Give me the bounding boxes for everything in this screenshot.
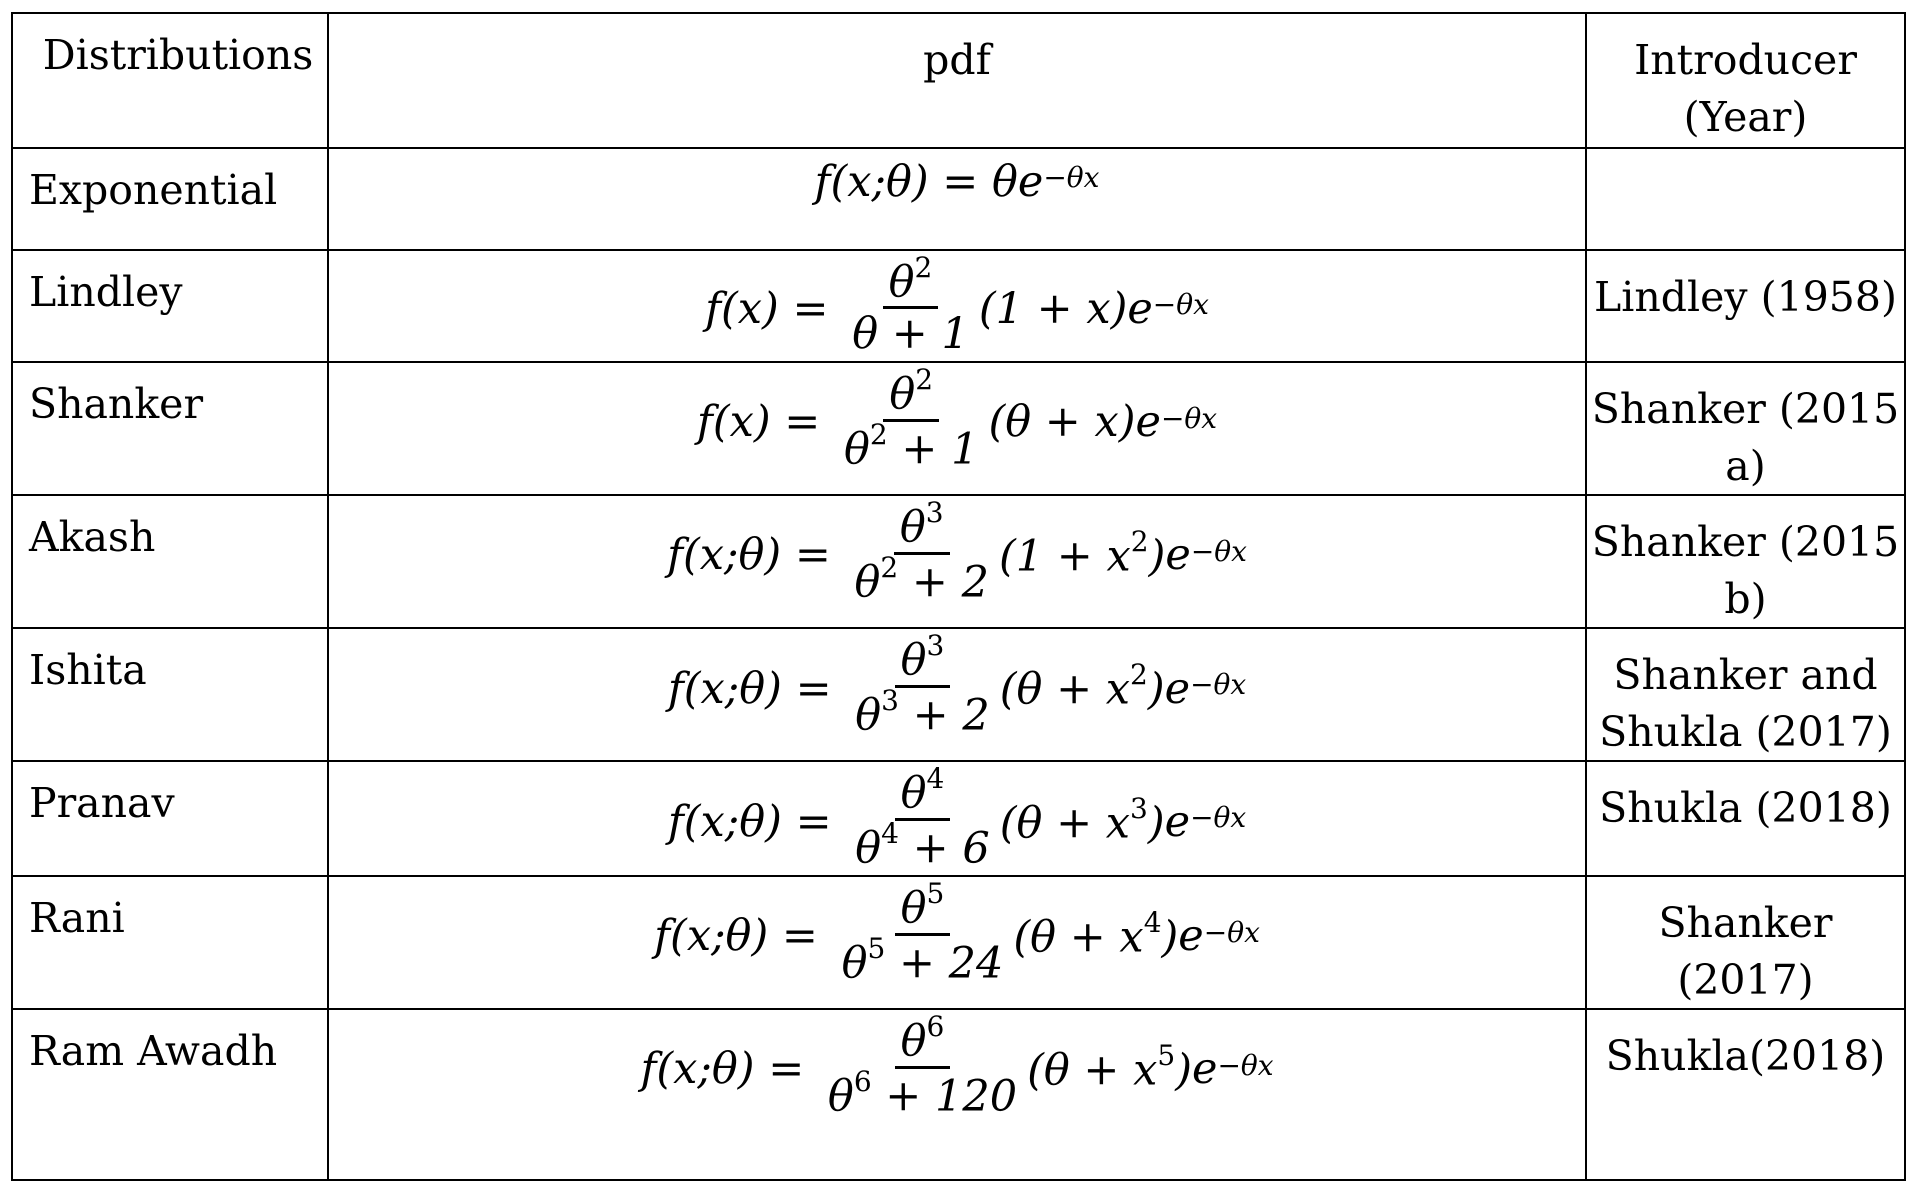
- distribution-name: Lindley: [12, 250, 328, 362]
- distribution-name: Rani: [12, 876, 328, 1009]
- pdf-formula-cell: [328, 362, 1586, 495]
- pdf-formula-cell: [328, 876, 1586, 1009]
- distribution-name: Pranav: [12, 761, 328, 876]
- distribution-name: Ishita: [12, 628, 328, 761]
- formula-denominator: θ + 1: [852, 309, 969, 360]
- formula-fraction: [849, 762, 995, 875]
- formula-lhs: f(x;θ): [667, 530, 782, 581]
- formula-factor: (1 + x): [978, 283, 1128, 334]
- formula-fraction: [838, 363, 984, 476]
- header-distributions: Distributions: [12, 13, 328, 148]
- pdf-formula-cell: [328, 628, 1586, 761]
- pdf-formula: f(x;θ) = θ e $^{-\theta x}$: [814, 156, 1100, 207]
- distribution-name: Akash: [12, 495, 328, 628]
- pdf-formula-cell: [328, 1009, 1586, 1180]
- introducer-year: Shanker (2015 b): [1586, 495, 1905, 628]
- formula-numerator: $\theta^2$: [883, 369, 939, 422]
- table-row: [12, 250, 1905, 362]
- formula-numerator: $\theta^4$: [895, 768, 951, 821]
- formula-lhs: f(x;θ): [814, 156, 929, 207]
- pdf-formula: f(x;θ) = $\frac{\theta^6}{\theta^6 + 120}$ $(\theta + x^5)$ e $^{-\theta x}$: [640, 1010, 1274, 1122]
- distribution-name: Ram Awadh: [12, 1009, 328, 1180]
- formula-lhs: f(x): [696, 397, 771, 448]
- pdf-formula: f(x;θ) = $\frac{\theta^5}{\theta^5 + 24}$ $(\theta + x^4)$ e $^{-\theta x}$: [654, 877, 1260, 988]
- formula-numerator: $\theta^3$: [894, 502, 950, 555]
- formula-lhs: f(x;θ): [640, 1044, 755, 1095]
- formula-fraction: [849, 496, 995, 609]
- table-row: [12, 876, 1905, 1009]
- formula-fraction: [846, 250, 975, 361]
- formula-coefficient: θ: [992, 156, 1018, 207]
- table-row: [12, 1009, 1905, 1180]
- formula-denominator: $\theta^3 + 2$: [855, 683, 990, 741]
- pdf-formula-cell: [328, 761, 1586, 876]
- introducer-year: [1586, 148, 1905, 250]
- pdf-formula: f(x) = $\frac{\theta^2}{\theta^2 + 1}$ (θ + x) e $^{-\theta x}$: [696, 363, 1218, 474]
- formula-factor: $(\theta + x^3)$: [999, 791, 1165, 848]
- formula-denominator: $\theta^2 + 2$: [854, 550, 989, 608]
- header-row: [12, 13, 1905, 148]
- header-pdf: pdf: [328, 13, 1586, 148]
- formula-factor: $(1 + x^2)$: [998, 525, 1166, 582]
- table-row: [12, 148, 1905, 250]
- formula-exponent: −θx: [1043, 161, 1100, 195]
- introducer-year: Shanker (2017): [1586, 876, 1905, 1009]
- table-body: [12, 148, 1905, 1180]
- formula-denominator: $\theta^6 + 120$: [827, 1064, 1018, 1122]
- formula-denominator: $\theta^5 + 24$: [841, 931, 1004, 988]
- distribution-name: Shanker: [12, 362, 328, 495]
- pdf-formula-cell: [328, 250, 1586, 362]
- table-row: [12, 628, 1905, 761]
- formula-factor: $(\theta + x^2)$: [999, 658, 1165, 715]
- formula-factor: (θ + x): [988, 397, 1136, 448]
- formula-exponent: −θx: [1152, 288, 1209, 322]
- introducer-year: Shukla (2018): [1586, 761, 1905, 876]
- introducer-year: Shanker (2015 a): [1586, 362, 1905, 495]
- formula-denominator: $\theta^4 + 6$: [855, 817, 990, 874]
- formula-fraction: [836, 877, 1010, 990]
- header-introducer: Introducer (Year): [1586, 13, 1905, 148]
- formula-exponent: −θx: [1160, 401, 1218, 435]
- formula-lhs: f(x;θ): [667, 796, 782, 847]
- table-row: [12, 362, 1905, 495]
- introducer-year: Shukla(2018): [1586, 1009, 1905, 1180]
- formula-exponent: −θx: [1217, 1048, 1274, 1082]
- formula-lhs: f(x): [705, 283, 779, 334]
- formula-factor: $(\theta + x^4)$: [1013, 906, 1179, 963]
- formula-lhs: f(x;θ): [654, 911, 769, 962]
- formula-numerator: $\theta^5$: [895, 883, 951, 936]
- formula-fraction: [822, 1010, 1023, 1123]
- distributions-table: [11, 12, 1906, 1181]
- pdf-formula: f(x;θ) = $\frac{\theta^3}{\theta^2 + 2}$ $(1 + x^2)$ e $^{-\theta x}$: [667, 496, 1247, 608]
- pdf-formula: f(x) = $\frac{\theta^2}{\theta + 1}$ (1 + x) e $^{-\theta x}$: [705, 250, 1209, 360]
- pdf-formula-cell: [328, 495, 1586, 628]
- distribution-name: Exponential: [12, 148, 328, 250]
- formula-exponent: −θx: [1190, 668, 1247, 702]
- formula-lhs: f(x;θ): [667, 663, 782, 714]
- table-row: [12, 495, 1905, 628]
- introducer-year: Shanker and Shukla (2017): [1586, 628, 1905, 761]
- introducer-year: Lindley (1958): [1586, 250, 1905, 362]
- pdf-formula-cell: [328, 148, 1586, 250]
- formula-exponent: −θx: [1190, 534, 1247, 568]
- pdf-formula: f(x;θ) = $\frac{\theta^4}{\theta^4 + 6}$ $(\theta + x^3)$ e $^{-\theta x}$: [667, 762, 1247, 874]
- formula-factor: $(\theta + x^5)$: [1027, 1039, 1192, 1096]
- formula-numerator: $\theta^3$: [895, 635, 951, 688]
- pdf-formula: f(x;θ) = $\frac{\theta^3}{\theta^3 + 2}$ $(\theta + x^2)$ e $^{-\theta x}$: [667, 629, 1247, 741]
- formula-exponent: −θx: [1190, 801, 1247, 835]
- formula-exponent: −θx: [1203, 915, 1260, 949]
- formula-fraction: [849, 629, 995, 742]
- table-row: [12, 761, 1905, 876]
- formula-numerator: $\theta^6$: [895, 1016, 951, 1069]
- formula-denominator: $\theta^2 + 1$: [844, 417, 979, 474]
- formula-numerator: $\theta^2$: [883, 257, 939, 310]
